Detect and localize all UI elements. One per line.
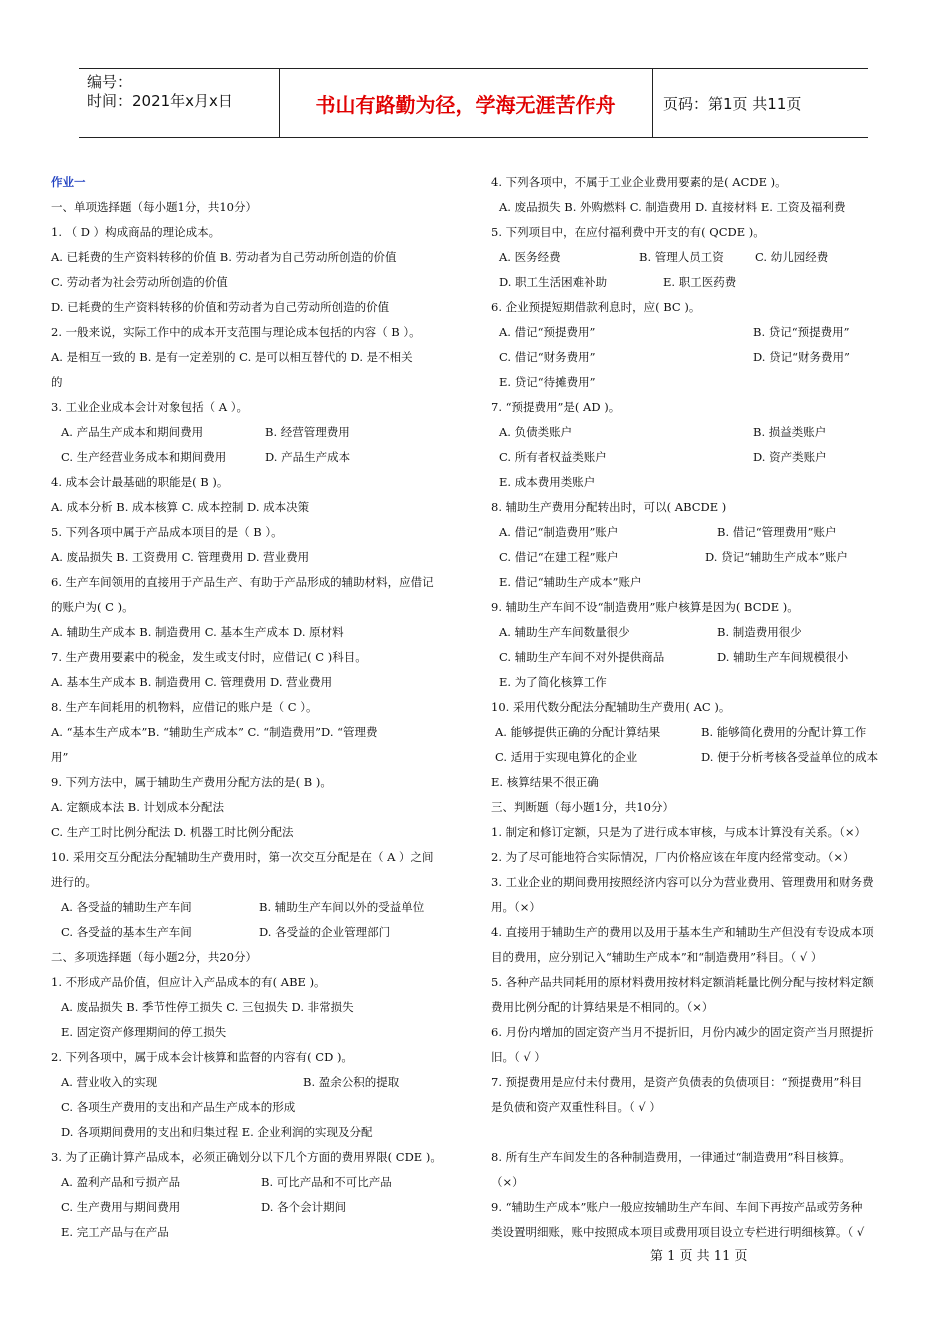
question-line: 进行的。 xyxy=(51,875,97,889)
option-line: 的 xyxy=(51,375,63,389)
option-e: E. 职工医药费 xyxy=(663,275,737,289)
assignment-title: 作业一 xyxy=(51,175,86,189)
question-line: 7. 生产费用要素中的税金，发生或支付时，应借记( C )科目。 xyxy=(51,650,367,664)
option-line: A. 废品损失 B. 外购燃料 C. 制造费用 D. 直接材料 E. 工资及福利费 xyxy=(499,200,846,214)
option-row xyxy=(51,1170,457,1195)
option-b: B. 贷记“预提费用” xyxy=(753,325,850,339)
option-row xyxy=(491,520,899,545)
page-footer: 第 1 页 共 11 页 xyxy=(650,1249,748,1264)
page-header xyxy=(79,68,868,138)
option-line: 用” xyxy=(51,750,69,764)
option-b: B. 辅助生产车间以外的受益单位 xyxy=(259,900,425,914)
question-line: 8. 生产车间耗用的机物料，应借记的账户是（ C ）。 xyxy=(51,700,318,714)
option-row xyxy=(491,545,899,570)
option-c: C. 幼儿园经费 xyxy=(755,250,829,264)
judgment-line: 旧。（ √ ） xyxy=(491,1050,546,1064)
judgment-line: 1. 制定和修订定额，只是为了进行成本审核，与成本计算没有关系。（×） xyxy=(491,825,867,839)
question-line: 3. 工业企业成本会计对象包括（ A ）。 xyxy=(51,400,248,414)
option-row xyxy=(51,920,457,945)
question-line: 5. 下列项目中，在应付福利费中开支的有( QCDE )。 xyxy=(491,225,765,239)
option-a: A. 借记“预提费用” xyxy=(499,325,596,339)
option-c: C. 辅助生产车间不对外提供商品 xyxy=(499,650,665,664)
option-c: C. 各受益的基本生产车间 xyxy=(61,925,192,939)
time-label: 时间：2021年x月x日 xyxy=(87,92,233,110)
judgment-line: （×） xyxy=(491,1175,524,1189)
option-line: E. 借记“辅助生产成本”账户 xyxy=(499,575,642,589)
option-line: E. 核算结果不很正确 xyxy=(491,775,599,789)
option-c: C. 借记“财务费用” xyxy=(499,350,596,364)
option-line: A. 是相互一致的 B. 是有一定差别的 C. 是可以相互替代的 D. 是不相关 xyxy=(51,350,413,364)
motto: 书山有路勤为径，学海无涯苦作舟 xyxy=(315,93,616,117)
option-a: A. 借记“制造费用”账户 xyxy=(499,525,619,539)
judgment-line: 3. 工业企业的期间费用按照经济内容可以分为营业费用、管理费用和财务费 xyxy=(491,875,874,889)
option-row xyxy=(491,645,899,670)
judgment-line: 费用比例分配的计算结果是不相同的。（×） xyxy=(491,1000,714,1014)
option-b: B. 可比产品和不可比产品 xyxy=(261,1175,392,1189)
question-line: 6. 生产车间领用的直接用于产品生产、有助于产品形成的辅助材料，应借记 xyxy=(51,575,434,589)
question-line: 1. 不形成产品价值，但应计入产品成本的有( ABE )。 xyxy=(51,975,326,989)
option-row xyxy=(51,895,457,920)
question-line: 3. 为了正确计算产品成本，必须正确划分以下几个方面的费用界限( CDE )。 xyxy=(51,1150,442,1164)
option-b: B. 制造费用很少 xyxy=(717,625,802,639)
option-b: B. 损益类账户 xyxy=(753,425,827,439)
option-line: D. 各项期间费用的支出和归集过程 E. 企业利润的实现及分配 xyxy=(61,1125,373,1139)
judgment-line: 是负债和资产双重性科目。（ √ ） xyxy=(491,1100,661,1114)
question-line: 的账户为( C )。 xyxy=(51,600,134,614)
option-row xyxy=(491,745,899,770)
option-d: D. 各个会计期间 xyxy=(261,1200,347,1214)
judgment-line: 9. “辅助生产成本”账户一般应按辅助生产车间、车间下再按产品或劳务种 xyxy=(491,1200,863,1214)
option-line: E. 贷记“待摊费用” xyxy=(499,375,596,389)
option-row xyxy=(51,420,457,445)
number-label: 编号： xyxy=(87,73,133,91)
option-a: A. 负债类账户 xyxy=(499,425,573,439)
option-line: A. 辅助生产成本 B. 制造费用 C. 基本生产成本 D. 原材料 xyxy=(51,625,344,639)
divider xyxy=(652,69,653,137)
page-label: 页码：第1页 共11页 xyxy=(663,95,802,113)
option-row xyxy=(51,1195,457,1220)
question-line: 9. 下列方法中，属于辅助生产费用分配方法的是( B )。 xyxy=(51,775,332,789)
option-row xyxy=(491,270,899,295)
question-line: 4. 下列各项中，不属于工业企业费用要素的是( ACDE )。 xyxy=(491,175,787,189)
option-a: A. 医务经费 xyxy=(499,250,561,264)
option-line: C. 各项生产费用的支出和产品生产成本的形成 xyxy=(61,1100,296,1114)
option-line: A. 成本分析 B. 成本核算 C. 成本控制 D. 成本决策 xyxy=(51,500,310,514)
judgment-line: 用。（×） xyxy=(491,900,541,914)
left-column xyxy=(51,170,457,1245)
blank-line xyxy=(491,1120,899,1145)
option-line: A. 基本生产成本 B. 制造费用 C. 管理费用 D. 营业费用 xyxy=(51,675,333,689)
option-d: D. 资产类账户 xyxy=(753,450,827,464)
option-a: A. 各受益的辅助生产车间 xyxy=(61,900,192,914)
option-line: A. “基本生产成本”B. “辅助生产成本” C. “制造费用”D. “管理费 xyxy=(51,725,378,739)
option-b: B. 能够简化费用的分配计算工作 xyxy=(701,725,867,739)
option-line: E. 成本费用类账户 xyxy=(499,475,596,489)
question-line: 5. 下列各项中属于产品成本项目的是（ B ）。 xyxy=(51,525,283,539)
option-b: B. 经营管理费用 xyxy=(265,425,350,439)
option-c: C. 借记“在建工程”账户 xyxy=(499,550,619,564)
judgment-line: 2. 为了尽可能地符合实际情况，厂内价格应该在年度内经常变动。（×） xyxy=(491,850,855,864)
section-heading: 二、多项选择题（每小题2分，共20分） xyxy=(51,950,257,964)
right-column xyxy=(491,170,899,1245)
option-c: C. 生产费用与期间费用 xyxy=(61,1200,181,1214)
option-a: A. 产品生产成本和期间费用 xyxy=(61,425,204,439)
option-line: D. 已耗费的生产资料转移的价值和劳动者为自己劳动所创造的价值 xyxy=(51,300,390,314)
option-line: C. 生产工时比例分配法 D. 机器工时比例分配法 xyxy=(51,825,294,839)
option-line: E. 固定资产修理期间的停工损失 xyxy=(61,1025,227,1039)
option-row xyxy=(491,620,899,645)
option-line: A. 废品损失 B. 工资费用 C. 管理费用 D. 营业费用 xyxy=(51,550,310,564)
option-line: E. 完工产品与在产品 xyxy=(61,1225,169,1239)
question-line: 2. 下列各项中，属于成本会计核算和监督的内容有( CD )。 xyxy=(51,1050,353,1064)
option-row xyxy=(491,420,899,445)
option-d: D. 产品生产成本 xyxy=(265,450,351,464)
judgment-line: 7. 预提费用是应付未付费用，是资产负债表的负债项目：“预提费用”科目 xyxy=(491,1075,863,1089)
option-a: A. 营业收入的实现 xyxy=(61,1075,158,1089)
question-line: 7. “预提费用”是( AD )。 xyxy=(491,400,621,414)
judgment-line: 6. 月份内增加的固定资产当月不提折旧，月份内减少的固定资产当月照提折 xyxy=(491,1025,874,1039)
option-line: A. 废品损失 B. 季节性停工损失 C. 三包损失 D. 非常损失 xyxy=(61,1000,354,1014)
question-line: 8. 辅助生产费用分配转出时，可以( ABCDE ) xyxy=(491,500,727,514)
judgment-line: 5. 各种产品共同耗用的原材料费用按材料定额消耗量比例分配与按材料定额 xyxy=(491,975,874,989)
option-b: B. 借记“管理费用”账户 xyxy=(717,525,837,539)
option-d: D. 便于分析考核各受益单位的成本 xyxy=(701,750,879,764)
question-line: 4. 成本会计最基础的职能是( B )。 xyxy=(51,475,229,489)
option-row xyxy=(491,320,899,345)
option-row xyxy=(491,245,899,270)
option-d: D. 贷记“辅助生产成本”账户 xyxy=(705,550,848,564)
option-a: A. 盈利产品和亏损产品 xyxy=(61,1175,181,1189)
option-d: D. 各受益的企业管理部门 xyxy=(259,925,391,939)
option-row xyxy=(491,345,899,370)
option-line: E. 为了简化核算工作 xyxy=(499,675,607,689)
option-c: C. 生产经营业务成本和期间费用 xyxy=(61,450,227,464)
option-a: A. 辅助生产车间数量很少 xyxy=(499,625,630,639)
question-line: 2. 一般来说，实际工作中的成本开支范围与理论成本包括的内容（ B ）。 xyxy=(51,325,421,339)
option-line: C. 劳动者为社会劳动所创造的价值 xyxy=(51,275,228,289)
option-row xyxy=(51,1070,457,1095)
option-a: A. 能够提供正确的分配计算结果 xyxy=(495,725,661,739)
option-c: C. 所有者权益类账户 xyxy=(499,450,607,464)
section-heading: 三、判断题（每小题1分，共10分） xyxy=(491,800,674,814)
option-row xyxy=(51,445,457,470)
question-line: 9. 辅助生产车间不设“制造费用”账户核算是因为( BCDE )。 xyxy=(491,600,799,614)
option-d: D. 辅助生产车间规模很小 xyxy=(717,650,849,664)
header-info xyxy=(87,73,233,111)
option-line: A. 已耗费的生产资料转移的价值 B. 劳动者为自己劳动所创造的价值 xyxy=(51,250,397,264)
judgment-line: 类设置明细账，账中按照成本项目或费用项目设立专栏进行明细核算。（ √ xyxy=(491,1225,865,1239)
option-line: A. 定额成本法 B. 计划成本分配法 xyxy=(51,800,225,814)
question-line: 10. 采用交互分配法分配辅助生产费用时，第一次交互分配是在（ A ）之间 xyxy=(51,850,434,864)
option-b: B. 管理人员工资 xyxy=(639,250,724,264)
judgment-line: 目的费用，应分别记入“辅助生产成本”和“制造费用”科目。（ √ ） xyxy=(491,950,823,964)
option-b: B. 盈余公积的提取 xyxy=(303,1075,400,1089)
judgment-line: 4. 直接用于辅助生产的费用以及用于基本生产和辅助生产但没有专设成本项 xyxy=(491,925,874,939)
option-d: D. 贷记“财务费用” xyxy=(753,350,850,364)
question-line: 6. 企业预提短期借款利息时，应( BC )。 xyxy=(491,300,701,314)
judgment-line: 8. 所有生产车间发生的各种制造费用，一律通过“制造费用”科目核算。 xyxy=(491,1150,851,1164)
option-d: D. 职工生活困难补助 xyxy=(499,275,608,289)
question-line: 1. （ D ）构成商品的理论成本。 xyxy=(51,225,221,239)
option-row xyxy=(491,445,899,470)
section-heading: 一、单项选择题（每小题1分，共10分） xyxy=(51,200,257,214)
question-line: 10. 采用代数分配法分配辅助生产费用( AC )。 xyxy=(491,700,731,714)
option-row xyxy=(491,720,899,745)
option-c: C. 适用于实现电算化的企业 xyxy=(495,750,638,764)
